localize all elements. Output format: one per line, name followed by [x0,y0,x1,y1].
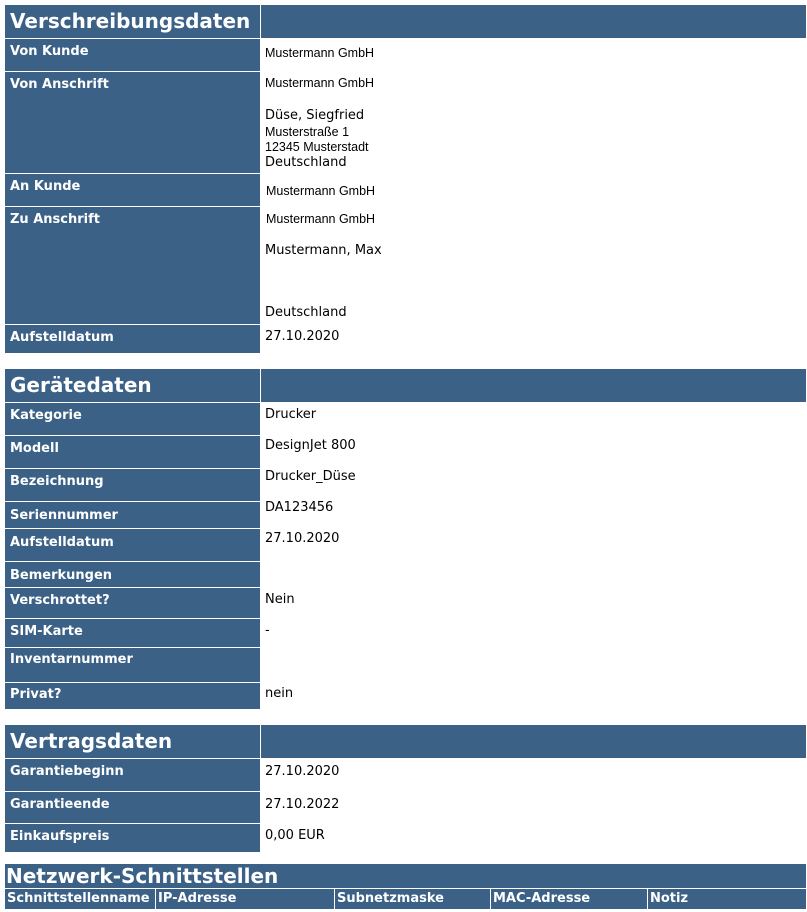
bezeichnung-label: Bezeichnung [5,469,260,501]
column-header-ip-adresse: IP-Adresse [156,889,334,909]
von-anschrift-strasse: Musterstraße 1 [265,125,350,139]
column-header-notiz: Notiz [648,889,806,909]
column-header-schnittstellenname: Schnittstellenname [5,889,155,909]
von-anschrift-land: Deutschland [265,155,347,170]
verschrottet-value: Nein [265,592,295,607]
bemerkungen-label: Bemerkungen [5,562,260,587]
sim-karte-label: SIM-Karte [5,619,260,647]
aufstelldatum-label: Aufstelldatum [5,325,260,353]
privat-value: nein [265,686,294,701]
von-anschrift-name: Düse, Siegfried [265,108,365,123]
garantiebeginn-label: Garantiebeginn [5,759,260,791]
section-title: Verschreibungsdaten [5,5,260,38]
section-header-bar [261,5,806,38]
seriennummer-label: Seriennummer [5,502,260,528]
von-kunde-value: Mustermann GmbH [265,46,375,60]
column-header-subnetzmaske: Subnetzmaske [335,889,490,909]
von-anschrift-firma: Mustermann GmbH [265,76,375,90]
section-title: Gerätedaten [5,369,260,402]
zu-anschrift-firma: Mustermann GmbH [266,212,376,226]
aufstelldatum-label: Aufstelldatum [5,529,260,561]
aufstelldatum-value: 27.10.2020 [265,531,340,546]
an-kunde-value: Mustermann GmbH [266,184,376,198]
von-anschrift-ort: 12345 Musterstadt [265,140,369,154]
section-header-bar [261,369,806,402]
inventarnummer-label: Inventarnummer [5,648,260,682]
von-kunde-label: Von Kunde [5,39,260,71]
einkaufspreis-label: Einkaufspreis [5,824,260,852]
einkaufspreis-value: 0,00 EUR [265,828,325,843]
garantieende-label: Garantieende [5,792,260,823]
modell-value: DesignJet 800 [265,438,356,453]
privat-label: Privat? [5,683,260,709]
verschrottet-label: Verschrottet? [5,588,260,618]
section-header-bar [261,725,806,758]
aufstelldatum-value: 27.10.2020 [265,329,340,344]
von-anschrift-label: Von Anschrift [5,72,260,173]
garantieende-value: 27.10.2022 [265,797,340,812]
modell-label: Modell [5,436,260,468]
column-header-mac-adresse: MAC-Adresse [491,889,647,909]
sim-karte-value: - [265,623,270,638]
zu-anschrift-name: Mustermann, Max [265,243,382,258]
zu-anschrift-label: Zu Anschrift [5,207,260,324]
zu-anschrift-land: Deutschland [265,305,347,320]
an-kunde-label: An Kunde [5,174,260,206]
garantiebeginn-value: 27.10.2020 [265,764,340,779]
section-title: Vertragsdaten [5,725,260,758]
kategorie-label: Kategorie [5,403,260,435]
bezeichnung-value: Drucker_Düse [265,469,356,484]
seriennummer-value: DA123456 [265,500,334,515]
section-title: Netzwerk-Schnittstellen [5,864,806,888]
kategorie-value: Drucker [265,407,317,422]
